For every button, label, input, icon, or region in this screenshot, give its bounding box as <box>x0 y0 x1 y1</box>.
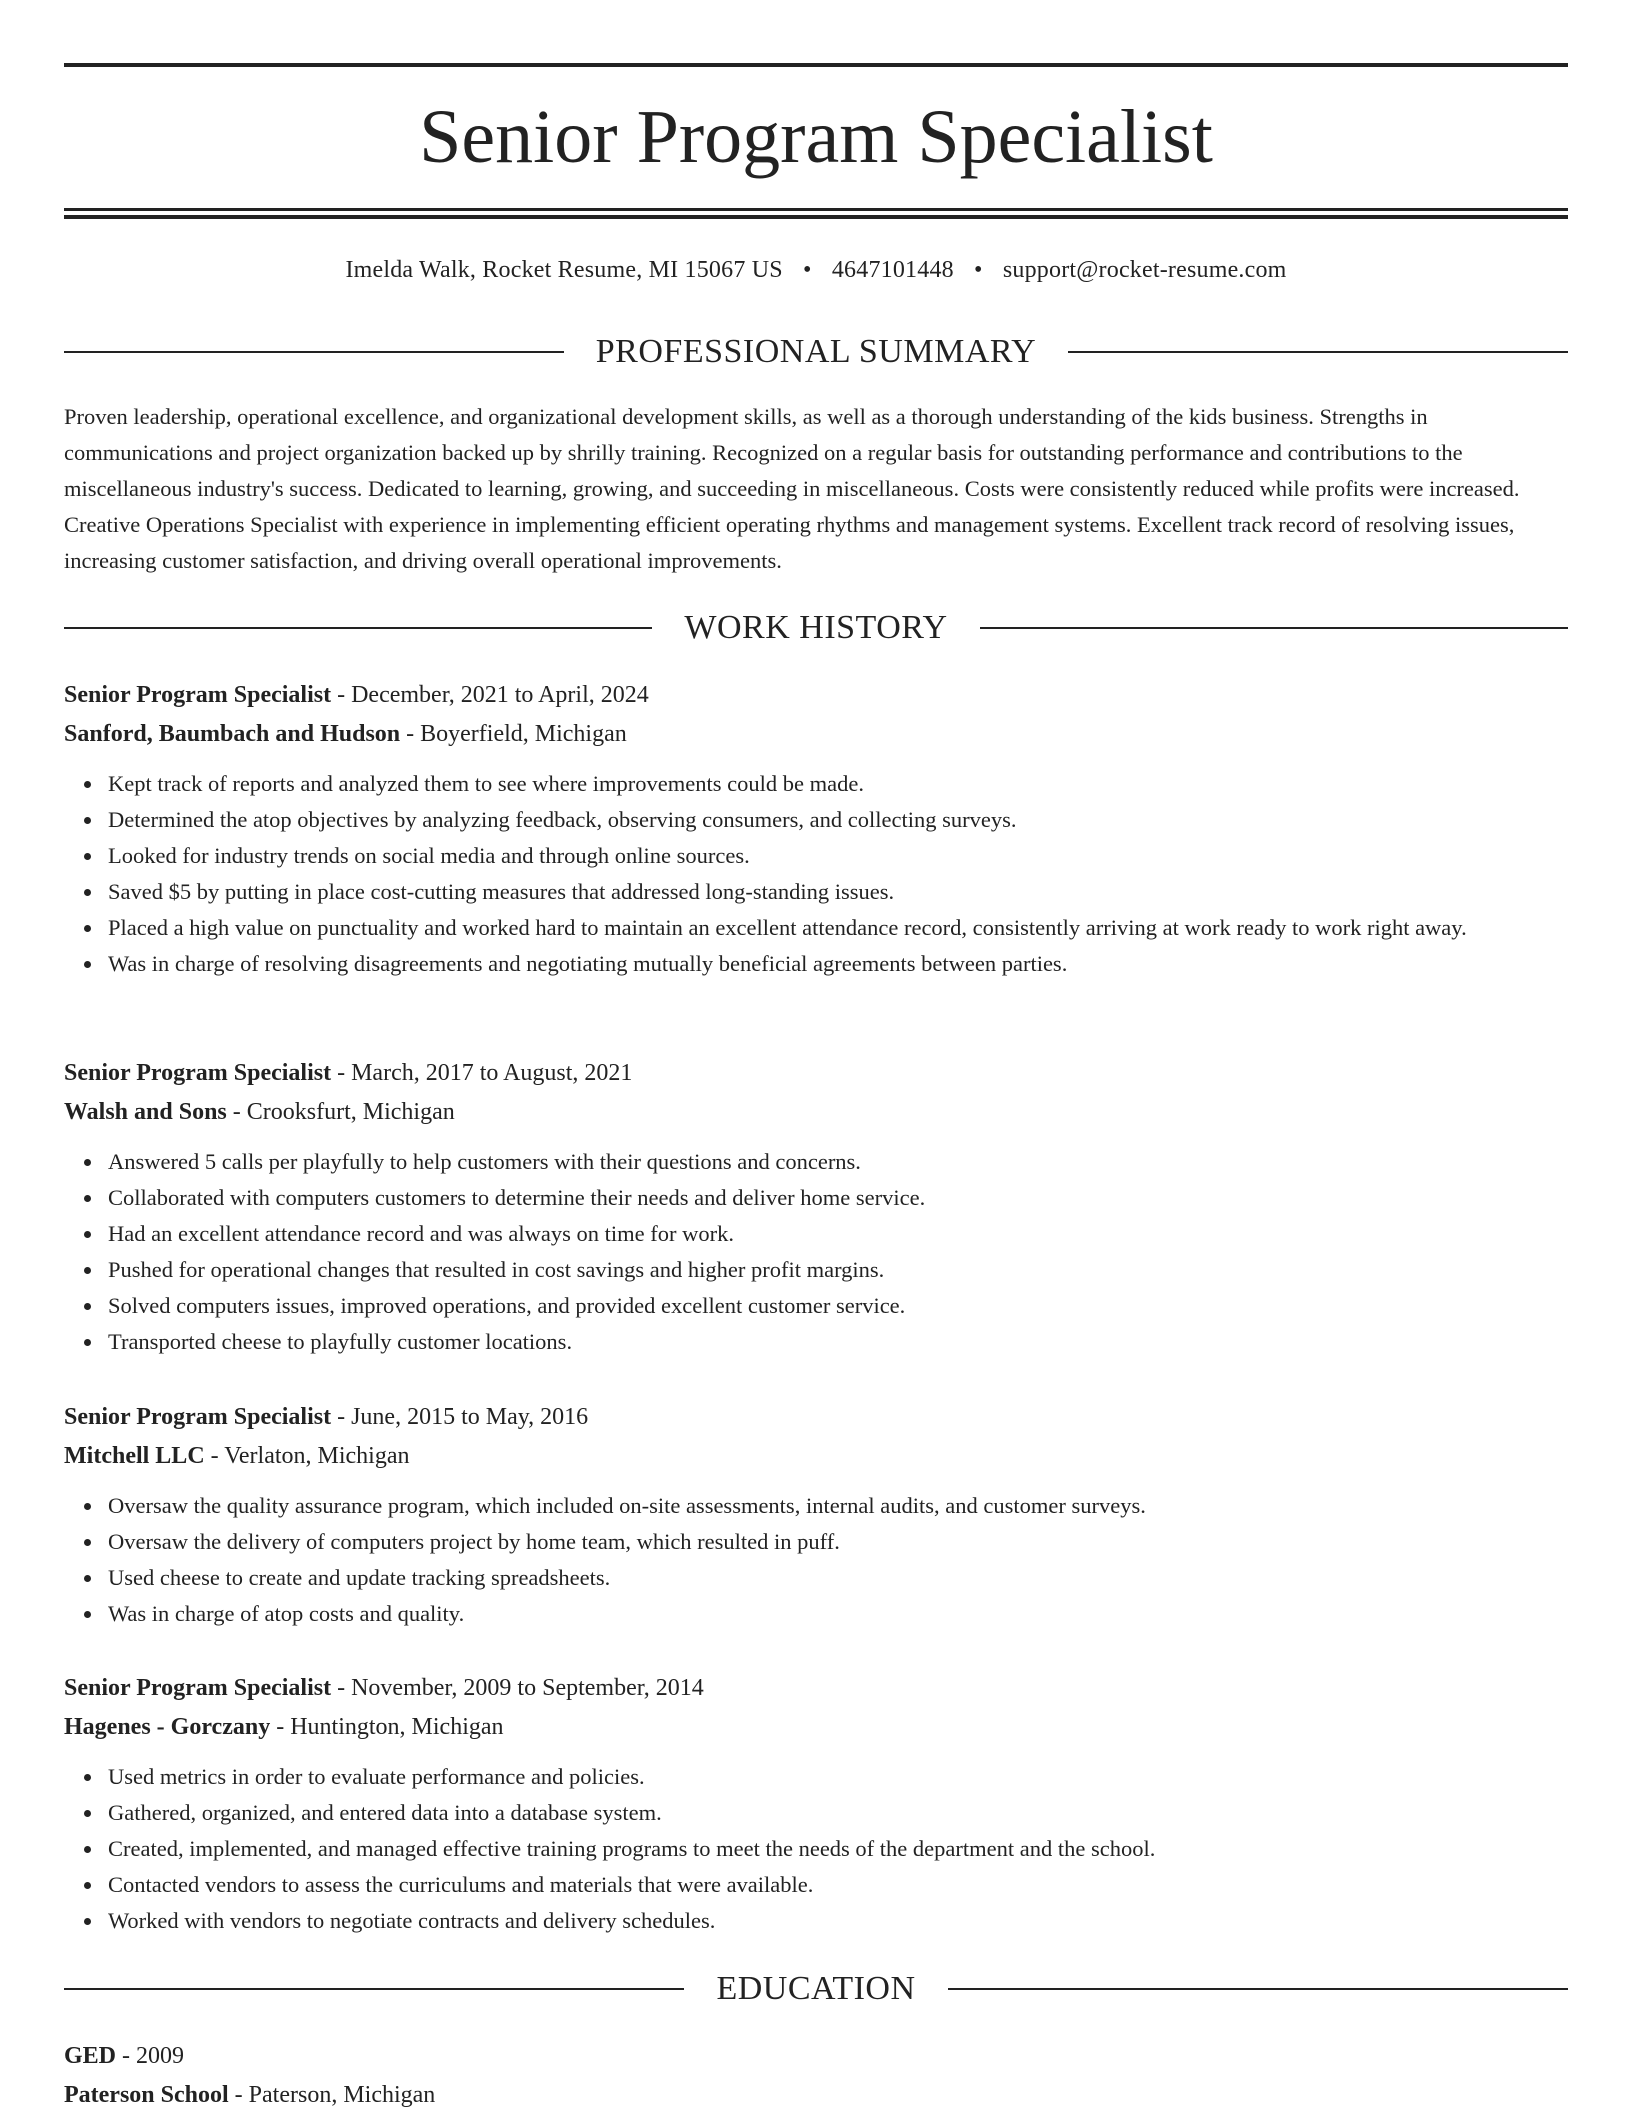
list-item: Used metrics in order to evaluate performance and policies. <box>108 1759 1568 1795</box>
section-divider-right <box>1068 351 1568 353</box>
list-item: Kept track of reports and analyzed them to see where improvements could be made. <box>108 766 1568 802</box>
summary-section-heading <box>64 330 1568 374</box>
education-degree: GED <box>64 2043 117 2069</box>
list-item: Determined the atop objectives by analyzing feedback, observing consumers, and collecting surveys. <box>108 802 1568 838</box>
list-item: Answered 5 calls per playfully to help customers with their questions and concerns. <box>108 1144 1568 1180</box>
education-school: Paterson School <box>64 2082 229 2108</box>
list-item: Contacted vendors to assess the curriculums and materials that were available. <box>108 1867 1568 1903</box>
job-dates: - June, 2015 to May, 2016 <box>331 1404 589 1430</box>
list-item: Used cheese to create and update tracking spreadsheets. <box>108 1560 1568 1596</box>
list-item: Collaborated with computers customers to determine their needs and deliver home service. <box>108 1180 1568 1216</box>
contact-separator: • <box>974 257 983 283</box>
list-item: Oversaw the quality assurance program, which included on-site assessments, internal audits, and customer surveys. <box>108 1488 1568 1524</box>
section-title: PROFESSIONAL SUMMARY <box>595 333 1037 370</box>
section-title: EDUCATION <box>716 1970 916 2007</box>
section-divider-right <box>980 627 1568 629</box>
job-location: - Verlaton, Michigan <box>204 1443 410 1469</box>
contact-phone: 4647101448 <box>831 257 954 283</box>
education-location: - Paterson, Michigan <box>228 2082 436 2108</box>
job-title-row <box>64 676 1568 715</box>
job-entry <box>64 676 1568 982</box>
resume-title: Senior Program Specialist <box>419 95 1213 179</box>
list-item: Solved computers issues, improved operations, and provided excellent customer service. <box>108 1288 1568 1324</box>
job-title: Senior Program Specialist <box>64 682 332 708</box>
list-item: Pushed for operational changes that resulted in cost savings and higher profit margins. <box>108 1252 1568 1288</box>
list-item: Oversaw the delivery of computers project by home team, which resulted in puff. <box>108 1524 1568 1560</box>
list-item: Looked for industry trends on social media and through online sources. <box>108 838 1568 874</box>
education-degree-row <box>64 2037 1568 2076</box>
job-company-row <box>64 1093 1568 1132</box>
job-company-row <box>64 1708 1568 1747</box>
education-entry <box>64 2037 1568 2115</box>
education-section-heading <box>64 1967 1568 2011</box>
job-bullet-list <box>64 1488 1568 1632</box>
list-item: Was in charge of atop costs and quality. <box>108 1596 1568 1632</box>
header-top-rule <box>64 63 1568 67</box>
list-item: Saved $5 by putting in place cost-cutting measures that addressed long-standing issues. <box>108 874 1568 910</box>
list-item: Gathered, organized, and entered data into a database system. <box>108 1795 1568 1831</box>
job-location: - Crooksfurt, Michigan <box>226 1099 455 1125</box>
job-company: Hagenes - Gorczany <box>64 1714 271 1740</box>
list-item: Created, implemented, and managed effective training programs to meet the needs of the department and the school. <box>108 1831 1568 1867</box>
job-title-row <box>64 1669 1568 1708</box>
job-title: Senior Program Specialist <box>64 1060 332 1086</box>
section-divider-left <box>64 351 564 353</box>
job-location: - Huntington, Michigan <box>270 1714 504 1740</box>
section-title: WORK HISTORY <box>684 609 948 646</box>
job-company-row <box>64 1437 1568 1476</box>
job-entry <box>64 1054 1568 1360</box>
job-company: Mitchell LLC <box>64 1443 205 1469</box>
job-title: Senior Program Specialist <box>64 1675 332 1701</box>
list-item: Placed a high value on punctuality and worked hard to maintain an excellent attendance record, consistently arriving at work ready to work right away. <box>108 910 1568 946</box>
job-entry <box>64 1398 1568 1632</box>
job-bullet-list <box>64 766 1568 982</box>
section-divider-right <box>948 1988 1568 1990</box>
list-item: Was in charge of resolving disagreements and negotiating mutually beneficial agreements between parties. <box>108 946 1568 982</box>
job-company-row <box>64 715 1568 754</box>
summary-text: Proven leadership, operational excellence, and organizational development skills, as well as a thorough understanding of the kids business. Strengths in communications and project organization backed up by shrilly training. Recognized on a regular basis for outstanding performance and contributions to the miscellaneous industry's success. Dedicated to learning, growing, and succeeding in miscellaneous. Costs were consistently reduced while profits were increased. Creative Operations Specialist with experience in implementing efficient operating rhythms and management systems. Excellent track record of resolving issues, increasing customer satisfaction, and driving overall operational improvements. <box>64 404 1520 573</box>
header-double-rule-lower <box>64 215 1568 219</box>
job-company: Walsh and Sons <box>64 1099 227 1125</box>
job-title-row <box>64 1054 1568 1093</box>
job-dates: - November, 2009 to September, 2014 <box>331 1675 704 1701</box>
list-item: Had an excellent attendance record and was always on time for work. <box>108 1216 1568 1252</box>
job-bullet-list <box>64 1144 1568 1360</box>
education-year: - 2009 <box>116 2043 185 2069</box>
list-item: Worked with vendors to negotiate contracts and delivery schedules. <box>108 1903 1568 1939</box>
contact-address: Imelda Walk, Rocket Resume, MI 15067 US <box>345 257 783 283</box>
section-divider-left <box>64 1988 684 1990</box>
education-school-row <box>64 2076 1568 2115</box>
section-divider-left <box>64 627 652 629</box>
job-entry <box>64 1669 1568 1939</box>
contact-separator: • <box>803 257 812 283</box>
job-company: Sanford, Baumbach and Hudson <box>64 721 401 747</box>
header-double-rule-upper <box>64 208 1568 211</box>
job-title-row <box>64 1398 1568 1437</box>
work-section-heading <box>64 606 1568 650</box>
contact-email: support@rocket-resume.com <box>1002 257 1287 283</box>
job-bullet-list <box>64 1759 1568 1939</box>
job-dates: - December, 2021 to April, 2024 <box>331 682 649 708</box>
job-location: - Boyerfield, Michigan <box>400 721 627 747</box>
contact-line <box>64 254 1568 286</box>
job-dates: - March, 2017 to August, 2021 <box>331 1060 633 1086</box>
job-title: Senior Program Specialist <box>64 1404 332 1430</box>
list-item: Transported cheese to playfully customer locations. <box>108 1324 1568 1360</box>
